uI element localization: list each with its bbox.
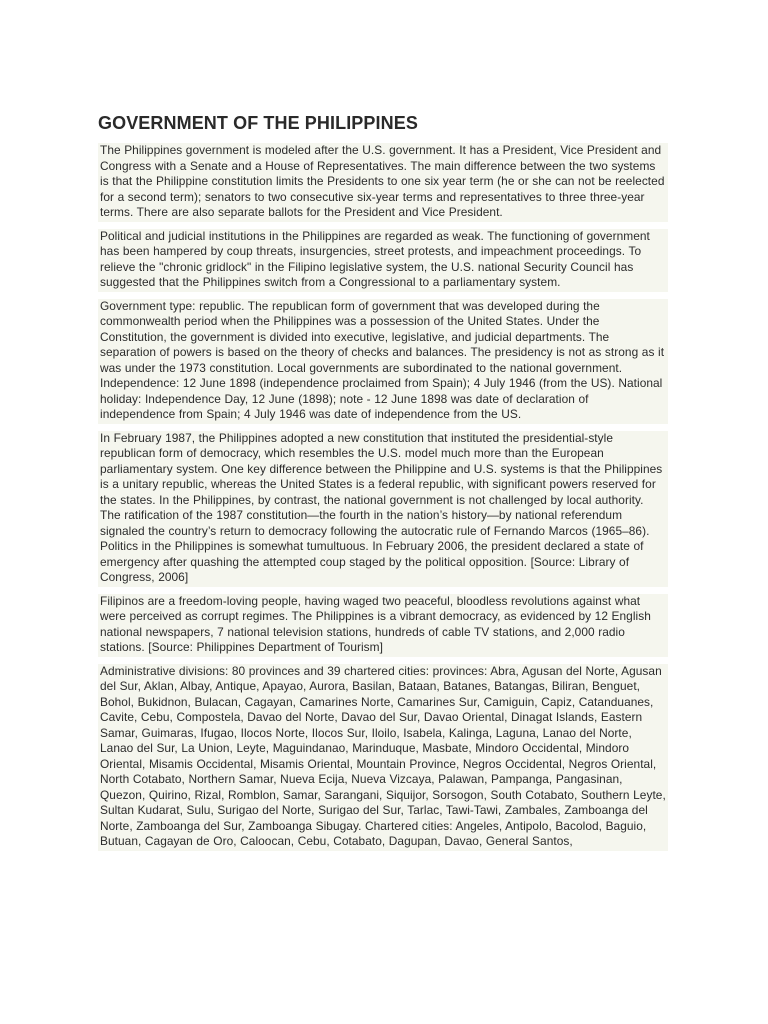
paragraph-institutions: Political and judicial institutions in the Philippines are regarded as weak. The functioning of government has been hampered by coup threats, insurgencies, street protests, and impeachment proceedings. To relieve the "chronic gridlock" in the Filipino legislative system, the U.S. national Security Council has suggested that the Philippines switch from a Congressional to a parliamentary system. bbox=[98, 229, 668, 292]
paragraph-democracy: Filipinos are a freedom-loving people, having waged two peaceful, bloodless revolutions against what were perceived as corrupt regimes. The Philippines is a vibrant democracy, as evidenced by 12 English national newspapers, 7 national television stations, hundreds of cable TV stations, and 2,000 radio stations. [Source: Philippines Department of Tourism] bbox=[98, 594, 668, 657]
page-title: GOVERNMENT OF THE PHILIPPINES bbox=[98, 113, 418, 133]
paragraph-constitution-1987: In February 1987, the Philippines adopted a new constitution that instituted the presidential-style republican form of democracy, which resembles the U.S. model much more than the European parliamentary system. One key difference between the Philippine and U.S. systems is that the Philippines is a unitary republic, whereas the United States is a federal republic, with significant powers reserved for the states. In the Philippines, by contrast, the national government is not challenged by local authority. The ratification of the 1987 constitution—the fourth in the nation’s history—by national referendum signaled the country’s return to democracy following the autocratic rule of Fernando Marcos (1965–86). Politics in the Philippines is somewhat tumultuous. In February 2006, the president declared a state of emergency after quashing the attempted coup staged by the political opposition. [Source: Library of Congress, 2006] bbox=[98, 431, 668, 587]
paragraph-government-type: Government type: republic. The republican form of government that was developed during the commonwealth period when the Philippines was a possession of the United States. Under the Constitution, the government is divided into executive, legislative, and judicial departments. The separation of powers is based on the theory of checks and balances. The presidency is not as strong as it was under the 1973 constitution. Local governments are subordinated to the national government. Independence: 12 June 1898 (independence proclaimed from Spain); 4 July 1946 (from the US). National holiday: Independence Day, 12 June (1898); note - 12 June 1898 was date of declaration of independence from Spain; 4 July 1946 was date of independence from the US. bbox=[98, 299, 668, 424]
paragraph-administrative-divisions: Administrative divisions: 80 provinces and 39 chartered cities: provinces: Abra, Agusan del Norte, Agusan del Sur, Aklan, Albay, Antique, Apayao, Aurora, Basilan, Bataan, Batanes, Batangas, Biliran, Benguet, Bohol, Bukidnon, Bulacan, Cagayan, Camarines Norte, Camarines Sur, Camiguin, Capiz, Catanduanes, Cavite, Cebu, Compostela, Davao del Norte, Davao del Sur, Davao Oriental, Dinagat Islands, Eastern Samar, Guimaras, Ifugao, Ilocos Norte, Ilocos Sur, Iloilo, Isabela, Kalinga, Laguna, Lanao del Norte, Lanao del Sur, La Union, Leyte, Maguindanao, Marinduque, Masbate, Mindoro Occidental, Mindoro Oriental, Misamis Occidental, Misamis Oriental, Mountain Province, Negros Occidental, Negros Oriental, North Cotabato, Northern Samar, Nueva Ecija, Nueva Vizcaya, Palawan, Pampanga, Pangasinan, Quezon, Quirino, Rizal, Romblon, Samar, Sarangani, Siquijor, Sorsogon, South Cotabato, Southern Leyte, Sultan Kudarat, Sulu, Surigao del Norte, Surigao del Sur, Tarlac, Tawi-Tawi, Zambales, Zamboanga del Norte, Zamboanga del Sur, Zamboanga Sibugay. Chartered cities: Angeles, Antipolo, Bacolod, Baguio, Butuan, Cagayan de Oro, Caloocan, Cebu, Cotabato, Dagupan, Davao, General Santos, bbox=[98, 664, 668, 851]
paragraph-government-overview: The Philippines government is modeled after the U.S. government. It has a President, Vice President and Congress with a Senate and a House of Representatives. The main difference between the two systems is that the Philippine constitution limits the Presidents to one six year term (he or she can not be reelected for a second term); senators to two consecutive six-year terms and representatives to three three-year terms. There are also separate ballots for the President and Vice President. bbox=[98, 143, 668, 222]
document-page bbox=[98, 112, 668, 858]
